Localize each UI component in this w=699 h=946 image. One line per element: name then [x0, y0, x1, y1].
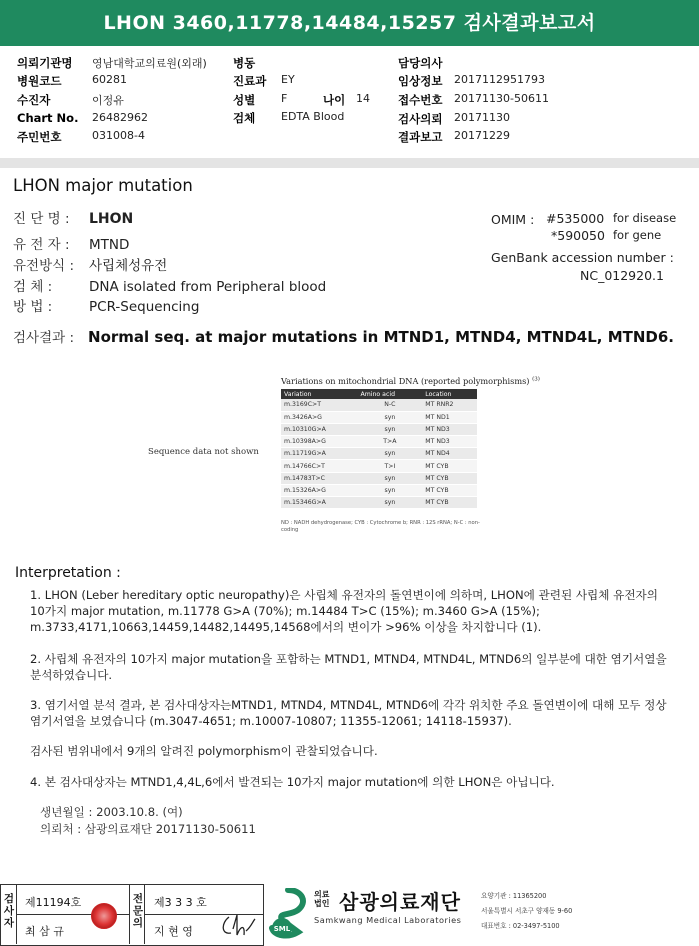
logo-prefix-1: 의료 — [314, 890, 330, 899]
hospital-code-label: 병원코드 — [17, 74, 62, 88]
variation-cell: m.10310G>A — [281, 423, 358, 435]
interpretation-paragraph-1: 1. LHON (Leber hereditary optic neuropathy)은 사립체 유전자의 돌연변이에 의하며, LHON에 관련된 사립체 유전자의 10가지 major mutation, m.11778 G>A (70%); m.14484 T>C (15%); m.3460 G>A (15%); m.3733,4171,10663,14459,14482,14495,14568에서의 변이가 >96% 이상을 차지합니다 (1). — [30, 588, 658, 634]
examiner-seal-icon — [91, 903, 117, 929]
chart-no-value: 26482962 — [92, 111, 148, 124]
omim-label: OMIM : — [491, 212, 535, 227]
receipt-value: 20171130-50611 — [454, 92, 549, 105]
logo-badge: SML — [273, 925, 291, 933]
omim-gene-note: for gene — [613, 228, 662, 242]
interpretation-paragraph-2: 2. 사립체 유전자의 10가지 major mutation을 포함하는 MTND1, MTND4, MTND4L, MTND6의 일부분에 대한 염기서열을 분석하였습니다. — [30, 652, 667, 682]
omim-disease-id: #535000 — [546, 211, 605, 226]
gene-label: 유 전 자 : — [13, 237, 70, 253]
amino-acid-cell: syn — [358, 448, 423, 460]
omim-gene-id: *590050 — [551, 228, 605, 243]
location-cell: MT CYB — [422, 472, 477, 484]
gene-row — [13, 233, 129, 253]
clinical-label: 임상정보 — [398, 74, 443, 88]
genbank-value: NC_012920.1 — [580, 268, 664, 283]
diagnosis-value: LHON — [89, 211, 134, 227]
variations-title-sup: (3) — [532, 376, 540, 383]
sex-value: F — [281, 92, 288, 105]
variation-cell: m.14766C>T — [281, 460, 358, 472]
variations-footnote: ND : NADH dehydrogenase; CYB : Cytochrome b; RNR : 12S rRNA; N-C : non-coding — [281, 520, 480, 533]
dept-value: EY — [281, 73, 295, 86]
location-cell: MT RNR2 — [422, 399, 477, 411]
address: 서울특별시 서초구 양재동 9-60 — [481, 907, 573, 915]
location-cell: MT ND1 — [422, 411, 477, 423]
interpretation-title: Interpretation : — [15, 565, 121, 581]
logo-name: 삼광의료재단 — [339, 890, 461, 914]
location-cell: MT CYB — [422, 497, 477, 509]
interpretation-paragraph-4: 4. 본 검사대상자는 MTND1,4,4L,6에서 발견되는 10가지 major mutation에 의한 LHON은 아닙니다. — [30, 775, 555, 789]
logo-prefix-2: 법인 — [314, 899, 330, 908]
phone: 대표번호 : 02-3497-5100 — [481, 922, 560, 930]
method-label: 방 법 : — [13, 299, 53, 315]
location-cell: MT ND3 — [422, 423, 477, 435]
clinical-value: 2017112951793 — [454, 73, 545, 86]
patient-value: 이정유 — [92, 94, 124, 107]
variation-cell: m.3169C>T — [281, 399, 358, 411]
id-value: 031008-4 — [92, 129, 145, 142]
amino-acid-cell: N-C — [358, 399, 423, 411]
sex-label: 성별 — [233, 93, 256, 107]
examiner-license: 제11194호 — [25, 896, 82, 909]
result-value: Normal seq. at major mutations in MTND1, MTND4, MTND4L, MTND6. — [88, 328, 674, 346]
examiner-label: 검사자 — [3, 893, 15, 929]
table-row — [281, 448, 477, 460]
method-value: PCR-Sequencing — [89, 299, 200, 315]
amino-acid-cell: syn — [358, 497, 423, 509]
inheritance-label: 유전방식 : — [13, 258, 75, 274]
location-cell: MT CYB — [422, 460, 477, 472]
logo-prefix — [314, 890, 329, 908]
variation-cell: m.14783T>C — [281, 472, 358, 484]
col-variation: Variation — [281, 389, 358, 399]
request-value: 20171130 — [454, 111, 510, 124]
table-row — [281, 497, 477, 509]
signature-box — [0, 884, 264, 946]
gene-value: MTND — [89, 237, 130, 253]
report-footer — [0, 884, 699, 946]
examiner-name: 최 삼 규 — [25, 925, 64, 938]
report-title: LHON 3460,11778,14484,15257 검사결과보고서 — [0, 0, 699, 46]
amino-acid-cell: syn — [358, 423, 423, 435]
variation-cell: m.15326A>G — [281, 484, 358, 496]
section-divider — [0, 158, 699, 168]
result-row — [13, 326, 674, 346]
specimen-value: EDTA Blood — [281, 110, 345, 123]
inheritance-value: 사립체성유전 — [89, 258, 168, 274]
interpretation-paragraph-3: 3. 염기서열 분석 결과, 본 검사대상자는MTND1, MTND4, MTND4L, MTND6에 각각 위치한 주요 돌연변이에 대해 모두 정상염기서열을 보였습니다 (m.3047-4651; m.10007-10807; 11355-12061; 14118-15937). — [30, 698, 667, 728]
table-row — [281, 484, 477, 496]
col-amino-acid: Amino acid — [358, 389, 423, 399]
age-label: 나이 — [323, 93, 346, 107]
ward-label: 병동 — [233, 56, 256, 70]
amino-acid-cell: T>I — [358, 460, 423, 472]
section-title: LHON major mutation — [13, 176, 193, 195]
registration-number: 요양기관 : 11365200 — [481, 892, 547, 900]
table-row — [281, 436, 477, 448]
dept-label: 진료과 — [233, 74, 267, 88]
amino-acid-cell: syn — [358, 411, 423, 423]
variations-title — [281, 376, 540, 386]
location-cell: MT ND4 — [422, 448, 477, 460]
table-row — [281, 423, 477, 435]
patient-info-panel — [0, 48, 699, 158]
birth-date: 생년월일 : 2003.10.8. (여) — [40, 805, 183, 819]
doctor-label: 담당의사 — [398, 56, 443, 70]
table-row — [281, 460, 477, 472]
table-row — [281, 399, 477, 411]
chart-no-label: Chart No. — [17, 111, 79, 125]
hospital-code-value: 60281 — [92, 73, 127, 86]
institution-label: 의뢰기관명 — [17, 56, 73, 70]
variation-cell: m.11719G>A — [281, 448, 358, 460]
variation-cell: m.3426A>G — [281, 411, 358, 423]
diagnosis-label: 진 단 명 : — [13, 211, 70, 227]
report-label: 결과보고 — [398, 130, 443, 144]
result-label: 검사결과 : — [13, 330, 75, 346]
variations-table — [281, 389, 477, 509]
amino-acid-cell: syn — [358, 484, 423, 496]
sequence-note: Sequence data not shown — [148, 447, 259, 457]
table-row — [281, 472, 477, 484]
amino-acid-cell: syn — [358, 472, 423, 484]
location-cell: MT CYB — [422, 484, 477, 496]
amino-acid-cell: T>A — [358, 436, 423, 448]
variation-cell: m.10398A>G — [281, 436, 358, 448]
institution-value: 영남대학교의료원(외래) — [92, 57, 207, 70]
sml-logo-icon — [268, 888, 310, 942]
patient-label: 수진자 — [17, 93, 51, 107]
specialist-license: 제3 3 3 호 — [154, 896, 207, 909]
diagnosis-row — [13, 207, 133, 227]
method-row — [13, 295, 199, 315]
location-cell: MT ND3 — [422, 436, 477, 448]
request-label: 검사의뢰 — [398, 112, 443, 126]
specialist-label: 전문의 — [132, 893, 144, 929]
inheritance-row — [13, 254, 167, 274]
id-label: 주민번호 — [17, 130, 62, 144]
dx-specimen-label: 검 체 : — [13, 279, 53, 295]
specialist-name: 지 현 영 — [154, 925, 193, 938]
variation-cell: m.15346G>A — [281, 497, 358, 509]
age-value: 14 — [356, 92, 370, 105]
logo-english: Samkwang Medical Laboratories — [314, 915, 462, 925]
variations-title-text: Variations on mitochondrial DNA (reported polymorphisms) — [281, 376, 530, 386]
signature-icon — [219, 909, 259, 939]
referrer: 의뢰처 : 삼광의료재단 20171130-50611 — [40, 822, 256, 836]
dx-specimen-value: DNA isolated from Peripheral blood — [89, 279, 327, 295]
table-row — [281, 411, 477, 423]
receipt-label: 접수번호 — [398, 93, 443, 107]
col-location: Location — [422, 389, 477, 399]
omim-disease-note: for disease — [613, 211, 677, 225]
specimen-label: 검체 — [233, 111, 256, 125]
genbank-label: GenBank accession number : — [491, 250, 674, 265]
interpretation-paragraph-3b: 검사된 범위내에서 9개의 알려진 polymorphism이 관찰되었습니다. — [30, 744, 378, 758]
specimen-row — [13, 275, 326, 295]
report-value: 20171229 — [454, 129, 510, 142]
